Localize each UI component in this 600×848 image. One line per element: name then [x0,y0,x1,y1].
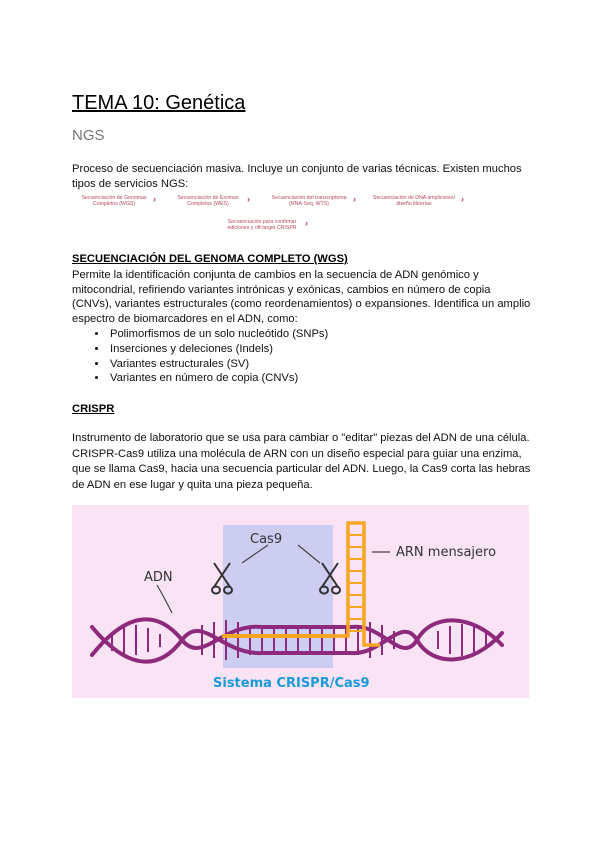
service-label: Secuenciación de Exomas Completos (WES) [177,195,239,207]
chevron-right-icon: › [247,194,250,204]
list-item: • Variantes en número de copia (CNVs) [108,371,328,386]
figure-caption: Sistema CRISPR/Cas9 [213,676,370,691]
chevron-right-icon: › [153,194,156,204]
service-label: Secuenciación de DNA amplicones/ diseño librerías [372,195,456,207]
list-item: • Polimorfismos de un solo nucleótido (SNPs) [108,327,328,342]
list-item: • Variantes estructurales (SV) [108,357,328,372]
wgs-paragraph: Permite la identificación conjunta de cambios en la secuencia de ADN genómico y mitocondrial, refiriendo variantes intrónicas y exónicas, cambios en número de copia (CNVs), variantes estructurales (como reordenamientos) o expansiones. Identifica un amplio espectro de biomarcadores en el ADN, como: [72,269,531,325]
service-label: Secuenciación de Genomas Completos (WGS) [81,195,147,207]
chevron-right-icon: › [461,194,464,204]
adn-label: ADN [144,570,173,585]
crispr-cas9-figure [72,505,529,698]
adn-arrow [157,585,172,613]
service-chevron-crispr [222,218,308,231]
service-chevron-wgs [78,194,156,207]
service-chevron-rnaseq [268,194,356,207]
rna-rungs [348,535,362,631]
page-title: TEMA 10: Genética [72,92,246,114]
list-item: • Inserciones y deleciones (Indels) [108,342,328,357]
crispr-heading: CRISPR [72,403,115,415]
ngs-intro-paragraph: Proceso de secuenciación masiva. Incluye un conjunto de varias técnicas. Existen muchos tipos de servicios NGS: [72,163,522,190]
arn-label: ARN mensajero [396,545,497,560]
cas9-label: Cas9 [250,532,283,547]
service-chevron-wes [172,194,250,207]
wgs-heading: SECUENCIACIÓN DEL GENOMA COMPLETO (WGS) [72,253,348,265]
chevron-right-icon: › [305,218,308,228]
wgs-biomarker-list [90,327,328,386]
ngs-services-diagram [72,193,532,241]
service-label: Secuenciación para confirmar ediciones y off-target CRISPR [227,219,297,231]
chevron-right-icon: › [353,194,356,204]
page-subtitle: NGS [72,127,105,144]
service-label: Secuenciación del transcriptoma (RNA-Seq, WTS) [271,195,347,207]
service-chevron-amplicon [370,194,464,207]
crispr-diagram-svg [72,505,529,698]
crispr-paragraph: Instrumento de laboratorio que se usa para cambiar o "editar" piezas del ADN de una célula. CRISPR-Cas9 utiliza una molécula de ARN con un diseño especial para guiar una enzima, que se llama Cas9, hacia una secuencia particular del ADN. Luego, la Cas9 corta las hebras de ADN en ese lugar y quita una pieza pequeña. [72,432,531,491]
